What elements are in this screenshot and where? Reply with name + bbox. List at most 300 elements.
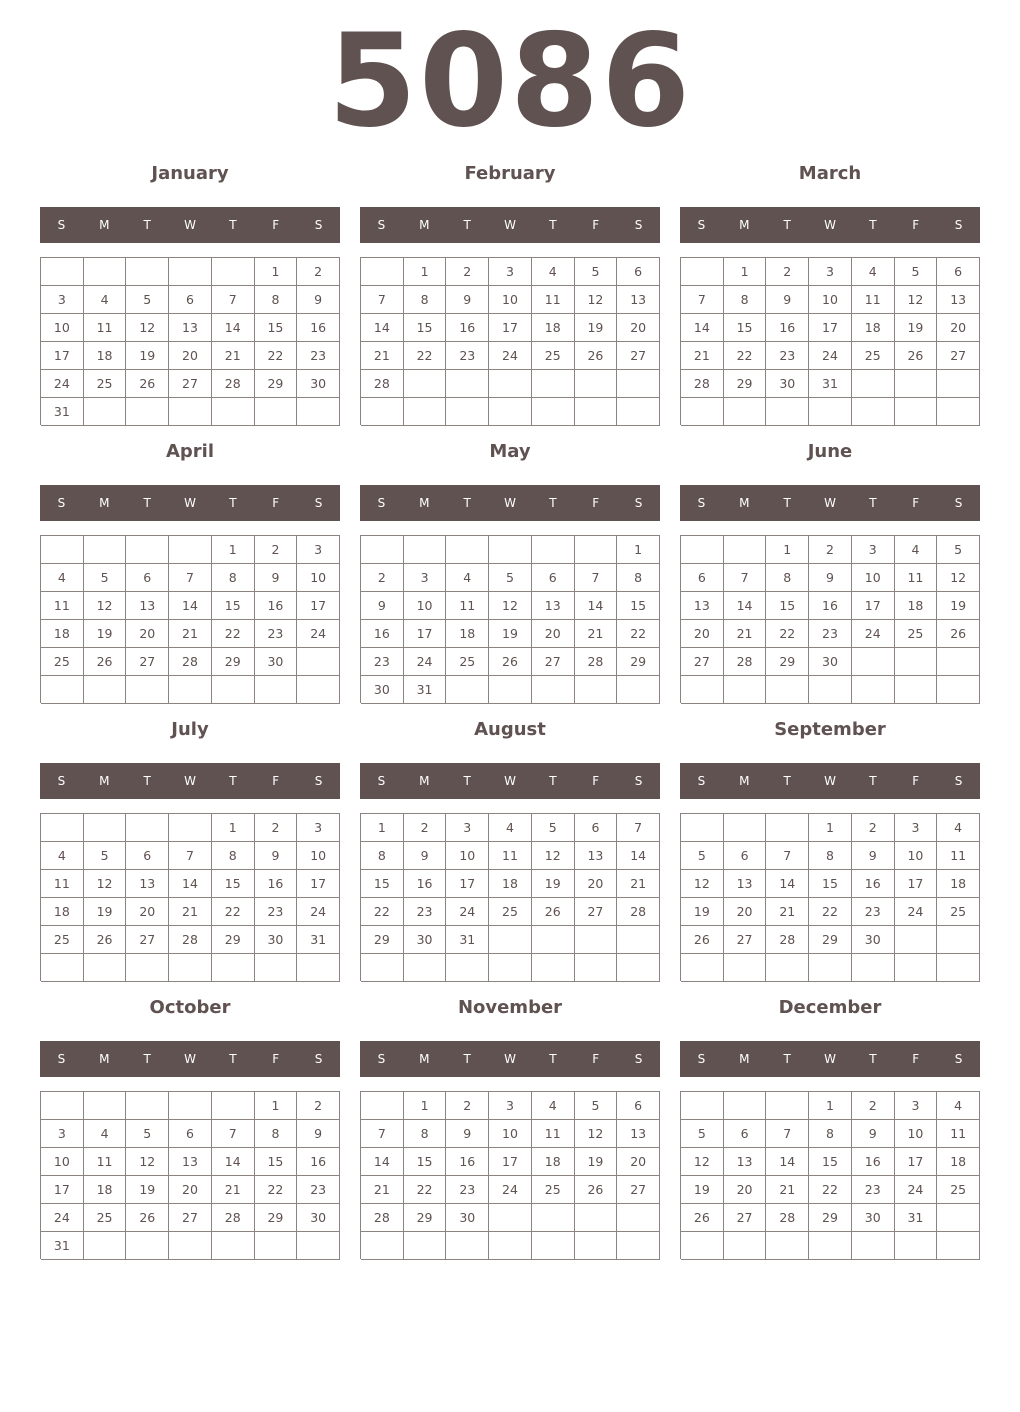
day-cell — [532, 1232, 575, 1260]
day-cell: 19 — [532, 870, 575, 898]
day-cell — [489, 398, 532, 426]
day-cell — [169, 676, 212, 704]
weekday-header — [680, 485, 980, 521]
day-cell: 9 — [446, 286, 489, 314]
day-cell — [297, 1232, 340, 1260]
day-cell: 30 — [255, 648, 298, 676]
day-cell: 30 — [809, 648, 852, 676]
day-cell — [84, 814, 127, 842]
day-cell: 7 — [575, 564, 618, 592]
day-cell: 19 — [84, 620, 127, 648]
day-cell: 29 — [404, 1204, 447, 1232]
day-cell: 21 — [724, 620, 767, 648]
weekday-label: M — [419, 496, 430, 510]
day-cell — [212, 1092, 255, 1120]
day-cell: 8 — [724, 286, 767, 314]
day-cell: 24 — [489, 1176, 532, 1204]
day-cell: 16 — [255, 592, 298, 620]
day-cell: 27 — [617, 342, 660, 370]
day-cell: 18 — [41, 898, 84, 926]
month-name: March — [798, 163, 862, 184]
day-cell: 22 — [617, 620, 660, 648]
day-cell: 12 — [489, 592, 532, 620]
day-cell: 15 — [809, 870, 852, 898]
weekday-label: T — [783, 496, 791, 510]
day-cell — [126, 1092, 169, 1120]
day-cell: 23 — [297, 342, 340, 370]
day-cell — [809, 676, 852, 704]
day-cell: 9 — [852, 842, 895, 870]
day-cell: 8 — [212, 564, 255, 592]
day-cell: 16 — [852, 1148, 895, 1176]
day-cell: 15 — [212, 592, 255, 620]
weekday-label: S — [314, 774, 323, 788]
weekday-label: S — [377, 496, 386, 510]
day-cell: 24 — [297, 620, 340, 648]
day-cell: 10 — [404, 592, 447, 620]
day-cell: 16 — [361, 620, 404, 648]
day-cell: 28 — [212, 370, 255, 398]
day-cell: 21 — [169, 898, 212, 926]
day-cell — [937, 370, 980, 398]
weekday-label: M — [99, 774, 110, 788]
weekday-label: T — [463, 774, 471, 788]
day-cell: 15 — [766, 592, 809, 620]
day-cell: 4 — [937, 1092, 980, 1120]
day-cell: 1 — [212, 814, 255, 842]
day-cell — [532, 398, 575, 426]
weekday-label: S — [377, 218, 386, 232]
day-cell: 26 — [681, 1204, 724, 1232]
day-cell: 23 — [255, 620, 298, 648]
day-grid — [360, 813, 660, 981]
weekday-label: T — [869, 1052, 877, 1066]
day-cell: 24 — [895, 1176, 938, 1204]
day-cell — [404, 536, 447, 564]
day-cell — [532, 926, 575, 954]
day-cell: 22 — [212, 898, 255, 926]
weekday-label: W — [184, 774, 196, 788]
day-cell: 9 — [297, 286, 340, 314]
day-cell: 12 — [84, 870, 127, 898]
day-cell — [724, 1092, 767, 1120]
day-cell: 8 — [766, 564, 809, 592]
weekday-label: W — [184, 496, 196, 510]
day-cell — [169, 536, 212, 564]
day-cell: 9 — [361, 592, 404, 620]
day-cell — [852, 676, 895, 704]
day-cell: 5 — [937, 536, 980, 564]
day-cell: 18 — [41, 620, 84, 648]
weekday-label: T — [869, 218, 877, 232]
day-cell — [724, 398, 767, 426]
day-cell: 24 — [297, 898, 340, 926]
day-cell: 3 — [809, 258, 852, 286]
day-cell: 13 — [617, 286, 660, 314]
day-cell: 22 — [809, 1176, 852, 1204]
day-cell: 26 — [681, 926, 724, 954]
weekday-label: S — [314, 1052, 323, 1066]
day-cell: 21 — [212, 342, 255, 370]
weekday-label: F — [272, 774, 280, 788]
day-cell: 7 — [212, 286, 255, 314]
day-cell: 13 — [575, 842, 618, 870]
day-cell: 20 — [169, 342, 212, 370]
day-cell: 31 — [41, 1232, 84, 1260]
day-cell: 8 — [361, 842, 404, 870]
weekday-header — [40, 207, 340, 243]
day-cell: 5 — [126, 286, 169, 314]
day-cell: 13 — [724, 1148, 767, 1176]
day-cell: 2 — [446, 258, 489, 286]
weekday-label: W — [824, 774, 836, 788]
weekday-label: T — [463, 1052, 471, 1066]
day-cell — [126, 814, 169, 842]
weekday-header — [360, 485, 660, 521]
day-cell: 20 — [575, 870, 618, 898]
day-grid — [360, 535, 660, 703]
day-cell: 23 — [809, 620, 852, 648]
day-cell: 26 — [532, 898, 575, 926]
day-cell: 31 — [404, 676, 447, 704]
day-cell: 18 — [532, 314, 575, 342]
day-cell: 1 — [724, 258, 767, 286]
day-cell: 16 — [766, 314, 809, 342]
day-cell: 11 — [937, 1120, 980, 1148]
day-cell: 6 — [724, 1120, 767, 1148]
day-cell — [41, 536, 84, 564]
day-cell: 5 — [489, 564, 532, 592]
day-cell: 5 — [575, 258, 618, 286]
day-cell — [937, 1232, 980, 1260]
day-cell — [404, 370, 447, 398]
weekday-label: S — [954, 496, 963, 510]
day-cell — [169, 954, 212, 982]
day-cell — [41, 1092, 84, 1120]
weekday-label: S — [57, 218, 66, 232]
weekday-header — [40, 485, 340, 521]
day-cell — [532, 954, 575, 982]
day-cell: 20 — [169, 1176, 212, 1204]
day-cell: 23 — [297, 1176, 340, 1204]
day-cell: 27 — [169, 1204, 212, 1232]
day-cell: 6 — [169, 1120, 212, 1148]
day-cell: 25 — [41, 926, 84, 954]
day-cell: 30 — [404, 926, 447, 954]
day-cell: 4 — [41, 842, 84, 870]
day-cell — [532, 676, 575, 704]
day-cell — [361, 954, 404, 982]
day-cell: 19 — [126, 1176, 169, 1204]
weekday-label: F — [912, 774, 920, 788]
month-name: May — [489, 441, 531, 462]
weekday-label: T — [143, 1052, 151, 1066]
day-cell: 25 — [41, 648, 84, 676]
day-cell: 28 — [766, 1204, 809, 1232]
day-cell: 10 — [41, 314, 84, 342]
month-name: July — [171, 719, 209, 740]
weekday-label: S — [634, 1052, 643, 1066]
day-cell: 17 — [41, 1176, 84, 1204]
day-cell — [766, 398, 809, 426]
weekday-label: T — [549, 218, 557, 232]
day-cell: 5 — [84, 842, 127, 870]
day-cell: 2 — [297, 1092, 340, 1120]
day-cell: 8 — [404, 1120, 447, 1148]
day-cell: 2 — [446, 1092, 489, 1120]
day-cell: 4 — [532, 258, 575, 286]
day-cell: 23 — [852, 898, 895, 926]
day-cell: 19 — [575, 314, 618, 342]
day-cell: 1 — [361, 814, 404, 842]
day-grid — [680, 257, 980, 425]
day-cell: 29 — [255, 370, 298, 398]
day-cell: 10 — [809, 286, 852, 314]
weekday-header — [680, 763, 980, 799]
day-cell: 18 — [532, 1148, 575, 1176]
day-cell — [84, 1092, 127, 1120]
day-cell: 17 — [404, 620, 447, 648]
day-cell — [895, 398, 938, 426]
day-cell — [617, 676, 660, 704]
day-cell: 22 — [404, 1176, 447, 1204]
day-cell: 3 — [895, 814, 938, 842]
day-cell — [169, 814, 212, 842]
day-cell — [446, 398, 489, 426]
day-cell — [575, 1232, 618, 1260]
day-cell: 17 — [41, 342, 84, 370]
day-cell: 27 — [126, 926, 169, 954]
day-cell — [489, 954, 532, 982]
day-cell: 11 — [852, 286, 895, 314]
day-cell: 27 — [126, 648, 169, 676]
day-cell — [724, 814, 767, 842]
day-cell: 26 — [937, 620, 980, 648]
day-cell: 3 — [297, 536, 340, 564]
day-cell: 15 — [617, 592, 660, 620]
day-cell: 11 — [895, 564, 938, 592]
day-cell — [169, 398, 212, 426]
day-cell: 12 — [895, 286, 938, 314]
day-cell: 30 — [852, 1204, 895, 1232]
day-cell: 14 — [681, 314, 724, 342]
day-cell: 9 — [809, 564, 852, 592]
day-cell: 16 — [446, 314, 489, 342]
day-cell — [489, 370, 532, 398]
day-cell — [41, 676, 84, 704]
day-cell: 7 — [617, 814, 660, 842]
day-cell — [895, 370, 938, 398]
weekday-header — [40, 763, 340, 799]
day-cell — [361, 398, 404, 426]
day-cell: 16 — [809, 592, 852, 620]
day-cell: 21 — [361, 1176, 404, 1204]
day-cell: 12 — [532, 842, 575, 870]
day-cell: 19 — [681, 898, 724, 926]
day-cell: 25 — [489, 898, 532, 926]
day-cell: 24 — [489, 342, 532, 370]
day-cell: 16 — [297, 1148, 340, 1176]
weekday-label: T — [869, 774, 877, 788]
day-cell: 23 — [766, 342, 809, 370]
day-cell: 24 — [404, 648, 447, 676]
weekday-label: W — [504, 774, 516, 788]
day-cell: 26 — [575, 1176, 618, 1204]
day-cell: 28 — [617, 898, 660, 926]
day-cell: 30 — [297, 1204, 340, 1232]
day-cell: 3 — [297, 814, 340, 842]
day-cell: 4 — [84, 286, 127, 314]
day-cell: 17 — [895, 870, 938, 898]
day-cell: 31 — [809, 370, 852, 398]
day-cell: 20 — [532, 620, 575, 648]
day-cell: 30 — [852, 926, 895, 954]
day-cell: 1 — [404, 1092, 447, 1120]
day-cell: 9 — [255, 564, 298, 592]
day-cell — [126, 398, 169, 426]
weekday-label: T — [549, 774, 557, 788]
day-cell: 23 — [446, 1176, 489, 1204]
day-cell — [895, 648, 938, 676]
day-cell: 29 — [809, 926, 852, 954]
day-cell: 31 — [446, 926, 489, 954]
weekday-label: M — [99, 496, 110, 510]
day-cell — [852, 954, 895, 982]
day-cell: 14 — [766, 870, 809, 898]
day-cell: 5 — [126, 1120, 169, 1148]
day-cell — [489, 926, 532, 954]
weekday-label: S — [954, 1052, 963, 1066]
weekday-label: F — [272, 218, 280, 232]
day-cell: 28 — [361, 370, 404, 398]
day-cell: 8 — [255, 286, 298, 314]
day-cell — [575, 1204, 618, 1232]
day-cell: 8 — [809, 1120, 852, 1148]
weekday-label: F — [592, 774, 600, 788]
day-cell: 1 — [212, 536, 255, 564]
day-cell: 10 — [41, 1148, 84, 1176]
day-cell: 14 — [212, 1148, 255, 1176]
weekday-label: T — [229, 218, 237, 232]
month-name: December — [778, 997, 882, 1018]
day-cell: 13 — [169, 1148, 212, 1176]
day-cell: 26 — [126, 1204, 169, 1232]
day-cell: 1 — [255, 258, 298, 286]
day-grid — [680, 813, 980, 981]
day-cell: 25 — [895, 620, 938, 648]
day-cell — [681, 814, 724, 842]
day-cell — [724, 954, 767, 982]
day-cell — [766, 814, 809, 842]
day-cell: 21 — [212, 1176, 255, 1204]
day-cell: 7 — [766, 1120, 809, 1148]
day-cell — [361, 536, 404, 564]
day-cell: 14 — [169, 870, 212, 898]
weekday-label: M — [419, 1052, 430, 1066]
day-cell — [212, 676, 255, 704]
day-cell: 20 — [681, 620, 724, 648]
day-cell — [532, 370, 575, 398]
day-cell — [126, 954, 169, 982]
day-cell: 22 — [212, 620, 255, 648]
day-cell: 13 — [681, 592, 724, 620]
day-cell: 6 — [617, 258, 660, 286]
day-cell: 17 — [297, 592, 340, 620]
day-cell: 22 — [255, 1176, 298, 1204]
day-cell: 25 — [84, 1204, 127, 1232]
weekday-label: W — [824, 218, 836, 232]
day-cell: 13 — [724, 870, 767, 898]
day-cell: 20 — [617, 314, 660, 342]
day-cell: 4 — [489, 814, 532, 842]
day-cell — [724, 536, 767, 564]
day-cell — [489, 1232, 532, 1260]
day-cell: 22 — [724, 342, 767, 370]
day-cell: 1 — [255, 1092, 298, 1120]
day-cell — [255, 676, 298, 704]
day-cell: 13 — [617, 1120, 660, 1148]
day-cell — [446, 370, 489, 398]
month-name: January — [151, 163, 229, 184]
day-cell: 15 — [212, 870, 255, 898]
day-cell: 17 — [489, 314, 532, 342]
day-cell: 9 — [404, 842, 447, 870]
day-cell — [41, 258, 84, 286]
weekday-label: T — [549, 1052, 557, 1066]
day-cell: 15 — [255, 314, 298, 342]
weekday-label: F — [272, 1052, 280, 1066]
day-cell: 26 — [895, 342, 938, 370]
day-cell: 4 — [852, 258, 895, 286]
day-cell: 13 — [126, 592, 169, 620]
day-cell: 28 — [724, 648, 767, 676]
day-cell: 14 — [766, 1148, 809, 1176]
day-cell: 29 — [617, 648, 660, 676]
day-cell: 6 — [126, 564, 169, 592]
day-cell — [681, 1092, 724, 1120]
weekday-label: M — [739, 774, 750, 788]
day-cell: 8 — [617, 564, 660, 592]
day-cell — [446, 954, 489, 982]
day-cell: 24 — [852, 620, 895, 648]
day-cell: 8 — [255, 1120, 298, 1148]
weekday-label: W — [184, 1052, 196, 1066]
day-cell: 12 — [575, 1120, 618, 1148]
day-cell — [446, 1232, 489, 1260]
day-cell — [84, 1232, 127, 1260]
weekday-header — [360, 207, 660, 243]
month-name: April — [165, 441, 215, 462]
day-cell: 26 — [84, 926, 127, 954]
day-cell: 11 — [41, 870, 84, 898]
day-cell — [852, 1232, 895, 1260]
day-cell: 13 — [532, 592, 575, 620]
day-cell: 11 — [937, 842, 980, 870]
day-cell — [126, 676, 169, 704]
day-cell: 7 — [169, 842, 212, 870]
day-cell: 7 — [766, 842, 809, 870]
weekday-header — [40, 1041, 340, 1077]
day-cell — [852, 648, 895, 676]
weekday-label: F — [592, 218, 600, 232]
day-cell: 25 — [937, 898, 980, 926]
weekday-header — [680, 207, 980, 243]
day-cell — [617, 1232, 660, 1260]
weekday-label: S — [634, 496, 643, 510]
weekday-label: F — [912, 1052, 920, 1066]
day-cell: 1 — [766, 536, 809, 564]
day-cell: 21 — [169, 620, 212, 648]
